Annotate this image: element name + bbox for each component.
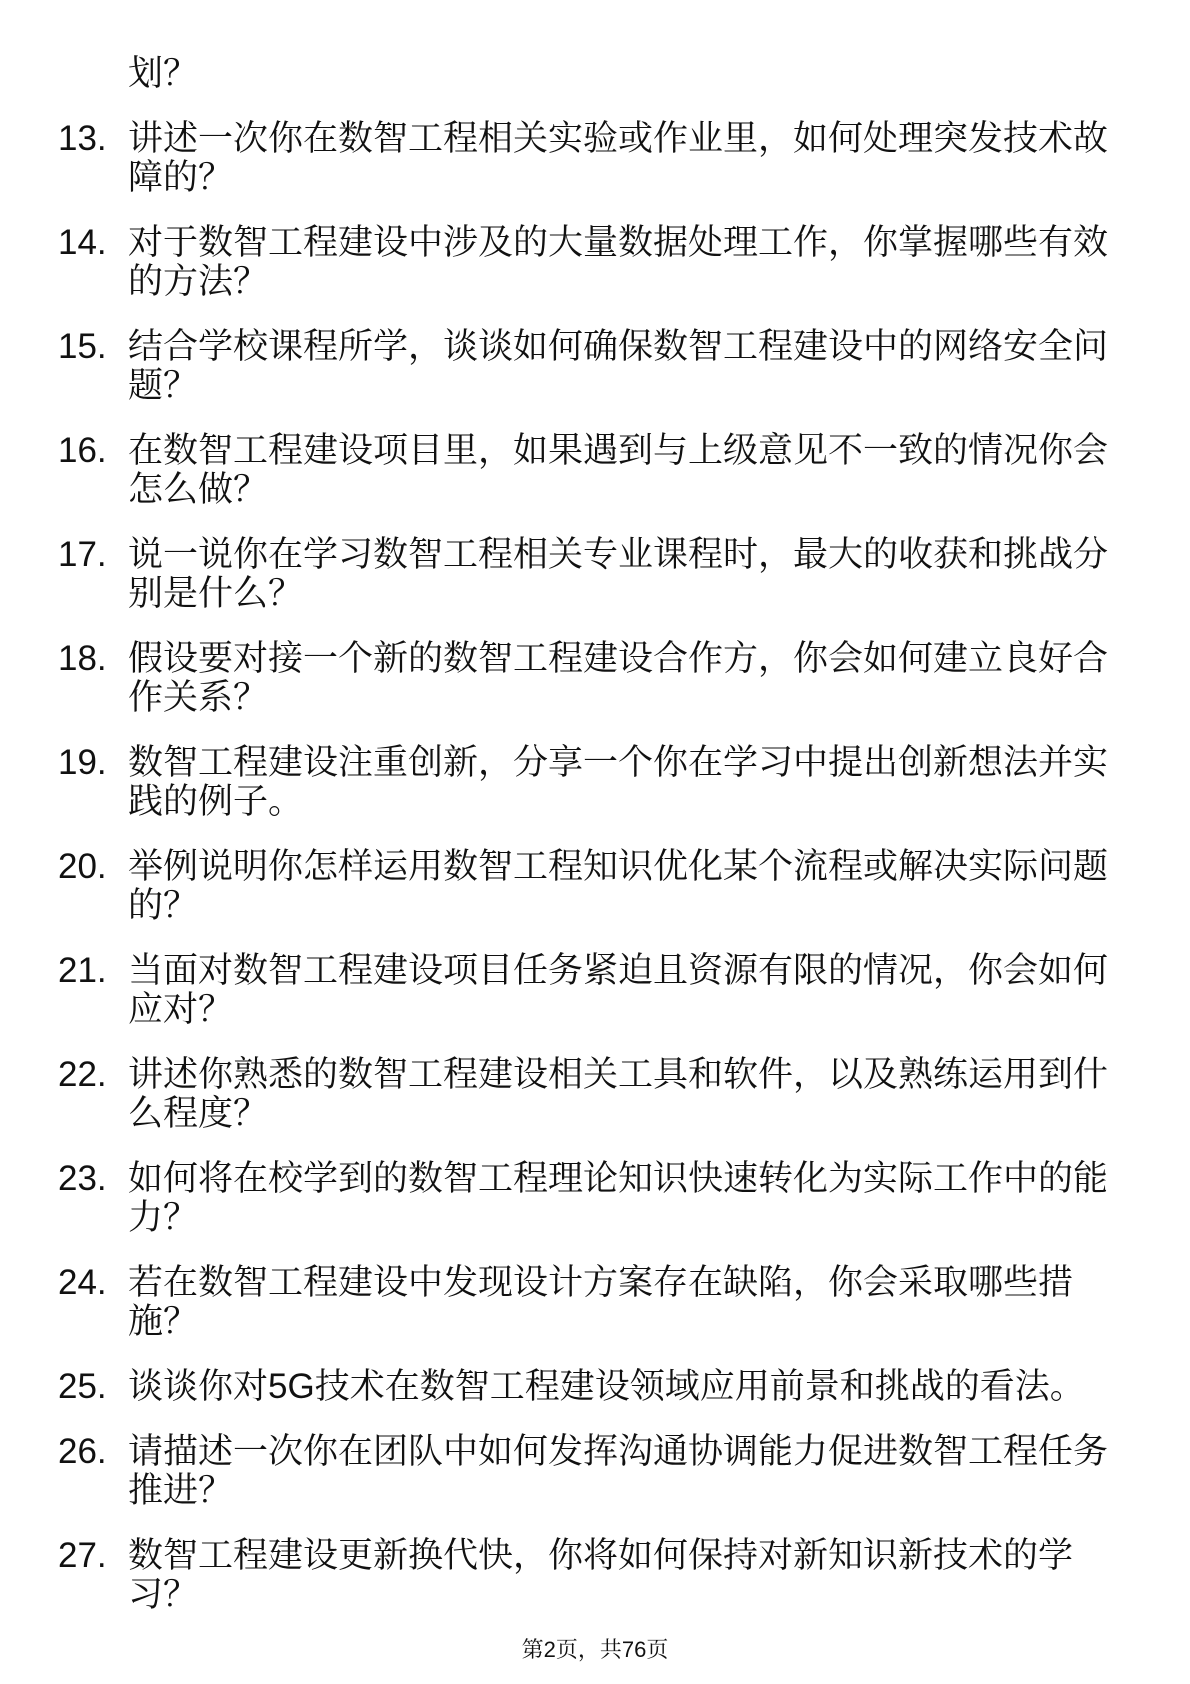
question-number: 26.: [58, 1432, 107, 1471]
question-item: [0, 1263, 1190, 1341]
question-text: [128, 1536, 1190, 1614]
question-text: [128, 951, 1190, 1029]
question-number: 21.: [58, 951, 107, 990]
question-number: 20.: [58, 847, 107, 886]
question-text: [128, 1432, 1190, 1510]
question-text-line: 数智工程建设注重创新，分享一个你在学习中提出创新想法并实: [128, 743, 1109, 782]
question-number: 25.: [58, 1367, 107, 1406]
question-text-line: 的方法？: [128, 262, 269, 301]
question-text: [128, 639, 1190, 717]
question-text-line: 举例说明你怎样运用数智工程知识优化某个流程或解决实际问题: [128, 847, 1109, 886]
question-item: [0, 535, 1190, 613]
question-number: 18.: [58, 639, 107, 678]
question-text: [128, 223, 1190, 301]
question-text-line: 别是什么？: [128, 574, 304, 613]
question-item: [0, 639, 1190, 717]
question-text-line: 习？: [128, 1575, 199, 1614]
question-number: 17.: [58, 535, 107, 574]
question-text: [128, 1367, 1190, 1406]
question-text: [128, 119, 1190, 197]
question-text-line: 讲述一次你在数智工程相关实验或作业里，如何处理突发技术故: [128, 119, 1109, 158]
question-text: [128, 535, 1190, 613]
question-number: 27.: [58, 1536, 107, 1575]
question-text-line: 作关系？: [128, 678, 269, 717]
question-text-line: 说一说你在学习数智工程相关专业课程时，最大的收获和挑战分: [128, 535, 1109, 574]
question-text-line: 请描述一次你在团队中如何发挥沟通协调能力促进数智工程任务: [128, 1432, 1109, 1471]
question-number: 24.: [58, 1263, 107, 1302]
question-item: [0, 431, 1190, 509]
question-text: [128, 847, 1190, 925]
page-footer: 第2页，共76页: [521, 1637, 669, 1662]
question-number: 22.: [58, 1055, 107, 1094]
question-item: [0, 119, 1190, 197]
question-text-line: 推进？: [128, 1471, 234, 1510]
question-text-line: 对于数智工程建设中涉及的大量数据处理工作，你掌握哪些有效: [128, 223, 1109, 262]
question-text: [128, 327, 1190, 405]
question-text-line: 怎么做？: [128, 470, 269, 509]
question-text-line: 若在数智工程建设中发现设计方案存在缺陷，你会采取哪些措: [128, 1263, 1074, 1302]
question-text-line: 应对？: [128, 990, 234, 1029]
question-text-line: 障的？: [128, 158, 234, 197]
question-text: [128, 1263, 1190, 1341]
question-number: 13.: [58, 119, 107, 158]
question-text-line: 如何将在校学到的数智工程理论知识快速转化为实际工作中的能: [128, 1159, 1109, 1198]
question-text-line: 么程度？: [128, 1094, 269, 1133]
question-text-line: 谈谈你对5G技术在数智工程建设领域应用前景和挑战的看法。: [128, 1367, 1085, 1406]
question-item: [0, 223, 1190, 301]
question-item: [0, 327, 1190, 405]
question-text-line: 当面对数智工程建设项目任务紧迫且资源有限的情况，你会如何: [128, 951, 1109, 990]
question-text-line: 在数智工程建设项目里，如果遇到与上级意见不一致的情况你会: [128, 431, 1109, 470]
question-item: [0, 1055, 1190, 1133]
question-item: [0, 1536, 1190, 1614]
question-item: [0, 743, 1190, 821]
question-item: [0, 1367, 1190, 1406]
question-text-line: 假设要对接一个新的数智工程建设合作方，你会如何建立良好合: [128, 639, 1109, 678]
question-item: [0, 1432, 1190, 1510]
question-text-line: 施？: [128, 1302, 199, 1341]
continued-question-text: 划？: [128, 54, 199, 93]
question-item: [0, 847, 1190, 925]
question-text-line: 力？: [128, 1198, 199, 1237]
question-text: [128, 743, 1190, 821]
question-text-line: 践的例子。: [128, 782, 304, 821]
question-text-line: 结合学校课程所学，谈谈如何确保数智工程建设中的网络安全问: [128, 327, 1109, 366]
question-text-line: 数智工程建设更新换代快，你将如何保持对新知识新技术的学: [128, 1536, 1074, 1575]
question-item: [0, 1159, 1190, 1237]
question-item: [0, 951, 1190, 1029]
question-list: [0, 54, 1190, 1640]
question-number: 23.: [58, 1159, 107, 1198]
question-text: [128, 431, 1190, 509]
question-text-line: 题？: [128, 366, 199, 405]
question-text: [128, 1159, 1190, 1237]
question-number: 16.: [58, 431, 107, 470]
question-number: 19.: [58, 743, 107, 782]
question-text: [128, 1055, 1190, 1133]
question-number: 15.: [58, 327, 107, 366]
question-text-line: 讲述你熟悉的数智工程建设相关工具和软件，以及熟练运用到什: [128, 1055, 1109, 1094]
question-number: 14.: [58, 223, 107, 262]
question-text-line: 的？: [128, 886, 199, 925]
